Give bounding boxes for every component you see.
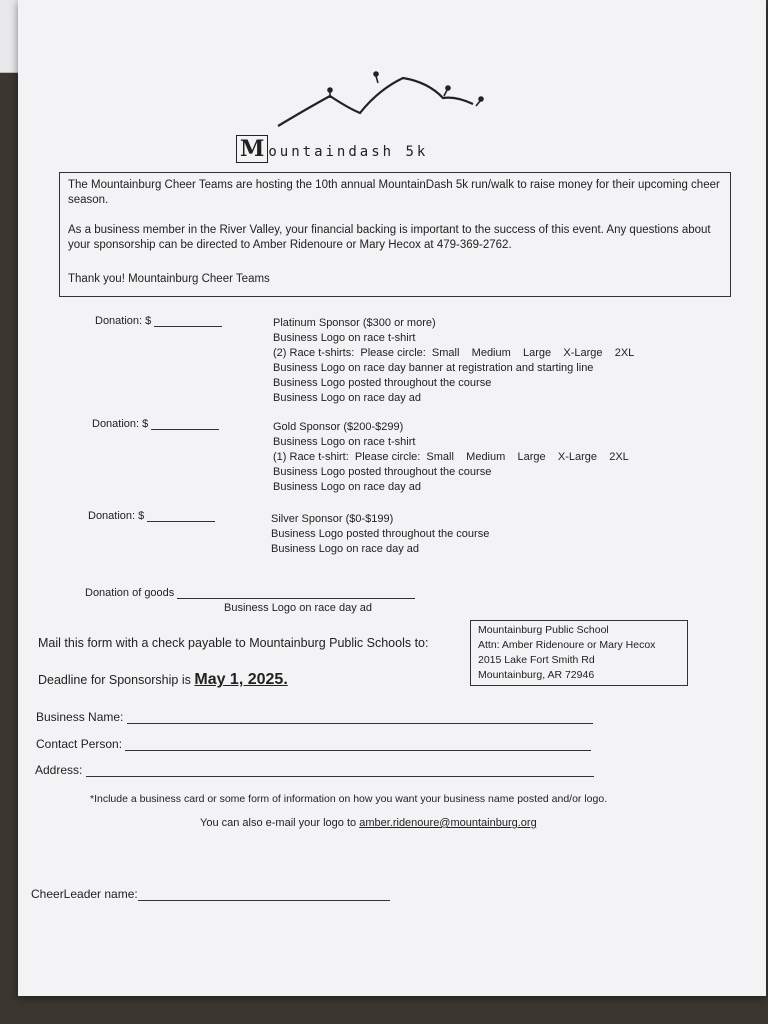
benefit-item: (2) Race t-shirts: Please circle: Small Medium Large X-Large 2XL: [273, 347, 635, 359]
address-line: Attn: Amber Ridenoure or Mary Hecox: [478, 639, 656, 651]
deadline-date: May 1, 2025.: [194, 671, 288, 688]
silver-tier: [271, 512, 489, 557]
benefit-item: Business Logo on race day banner at registration and starting line: [273, 362, 594, 374]
gold-title: Gold Sponsor ($200-$299): [273, 421, 404, 433]
goods-label: Donation of goods: [85, 587, 175, 599]
platinum-donation: [95, 315, 222, 327]
silver-amount-line[interactable]: [147, 521, 215, 522]
silver-donation: [88, 510, 215, 522]
silver-title: Silver Sponsor ($0-$199): [271, 513, 394, 525]
intro-box: [59, 172, 731, 297]
address-label: Address:: [35, 763, 83, 777]
benefit-item: Business Logo posted throughout the course: [273, 466, 492, 478]
goods-benefit: Business Logo on race day ad: [224, 602, 372, 614]
benefit-item: Business Logo on race t-shirt: [273, 436, 416, 448]
sponsorship-form-page: [18, 0, 766, 996]
contact-person-field: [36, 737, 591, 751]
benefit-item: Business Logo on race t-shirt: [273, 332, 416, 344]
include-note: *Include a business card or some form of information on how you want your business name posted and/or logo.: [90, 793, 608, 805]
benefit-item: Business Logo on race day ad: [273, 481, 421, 493]
donation-label: Donation: $: [95, 315, 152, 327]
deadline-label: Deadline for Sponsorship is: [38, 673, 191, 687]
cheerleader-name-label: CheerLeader name:: [31, 887, 138, 901]
email-link[interactable]: amber.ridenoure@mountainburg.org: [359, 817, 537, 829]
platinum-tier: [273, 316, 634, 406]
platinum-amount-line[interactable]: [154, 326, 222, 327]
gold-tier: [273, 420, 629, 495]
contact-person-label: Contact Person:: [36, 737, 123, 751]
email-note: [200, 817, 537, 829]
cheerleader-name-line[interactable]: [138, 900, 390, 901]
business-name-field: [36, 710, 593, 724]
benefit-item: (1) Race t-shirt: Please circle: Small Medium Large X-Large 2XL: [273, 451, 629, 463]
address-line: 2015 Lake Fort Smith Rd: [478, 654, 595, 666]
logo-wordmark: [236, 136, 428, 162]
benefit-item: Business Logo posted throughout the course: [273, 377, 492, 389]
address-field: [35, 763, 594, 777]
intro-paragraph-1: The Mountainburg Cheer Teams are hosting the 10th annual MountainDash 5k run/walk to raise money for their upcoming cheer season.: [68, 179, 720, 206]
mailing-address-box: [470, 620, 688, 686]
cheerleader-name-field: [31, 887, 390, 901]
donation-label: Donation: $: [92, 418, 149, 430]
goods-line[interactable]: [177, 598, 415, 599]
business-name-line[interactable]: [127, 723, 593, 724]
platinum-title: Platinum Sponsor ($300 or more): [273, 317, 436, 329]
benefit-item: Business Logo on race day ad: [273, 392, 421, 404]
goods-donation: [85, 587, 415, 599]
benefit-item: Business Logo on race day ad: [271, 543, 419, 555]
intro-thanks: Thank you! Mountainburg Cheer Teams: [68, 273, 270, 285]
logo-text: ountaindash 5k: [268, 144, 429, 160]
gold-amount-line[interactable]: [151, 429, 219, 430]
address-line[interactable]: [86, 776, 594, 777]
email-prefix: You can also e-mail your logo to: [200, 817, 357, 829]
deadline: [38, 671, 288, 689]
address-line: Mountainburg, AR 72946: [478, 669, 595, 681]
address-line: Mountainburg Public School: [478, 624, 609, 636]
benefit-item: Business Logo posted throughout the course: [271, 528, 490, 540]
logo-m-letter: M: [236, 135, 268, 163]
contact-person-line[interactable]: [125, 750, 591, 751]
gold-donation: [92, 418, 219, 430]
business-name-label: Business Name:: [36, 710, 124, 724]
donation-label: Donation: $: [88, 510, 145, 522]
mail-instruction: Mail this form with a check payable to Mountainburg Public Schools to:: [38, 636, 429, 650]
intro-paragraph-2: As a business member in the River Valley, your financial backing is important to the success of this event. Any questions about your sponsorship can be directed to Amber Ridenoure or Mary Hecox at 479-369-2762.: [68, 224, 711, 251]
